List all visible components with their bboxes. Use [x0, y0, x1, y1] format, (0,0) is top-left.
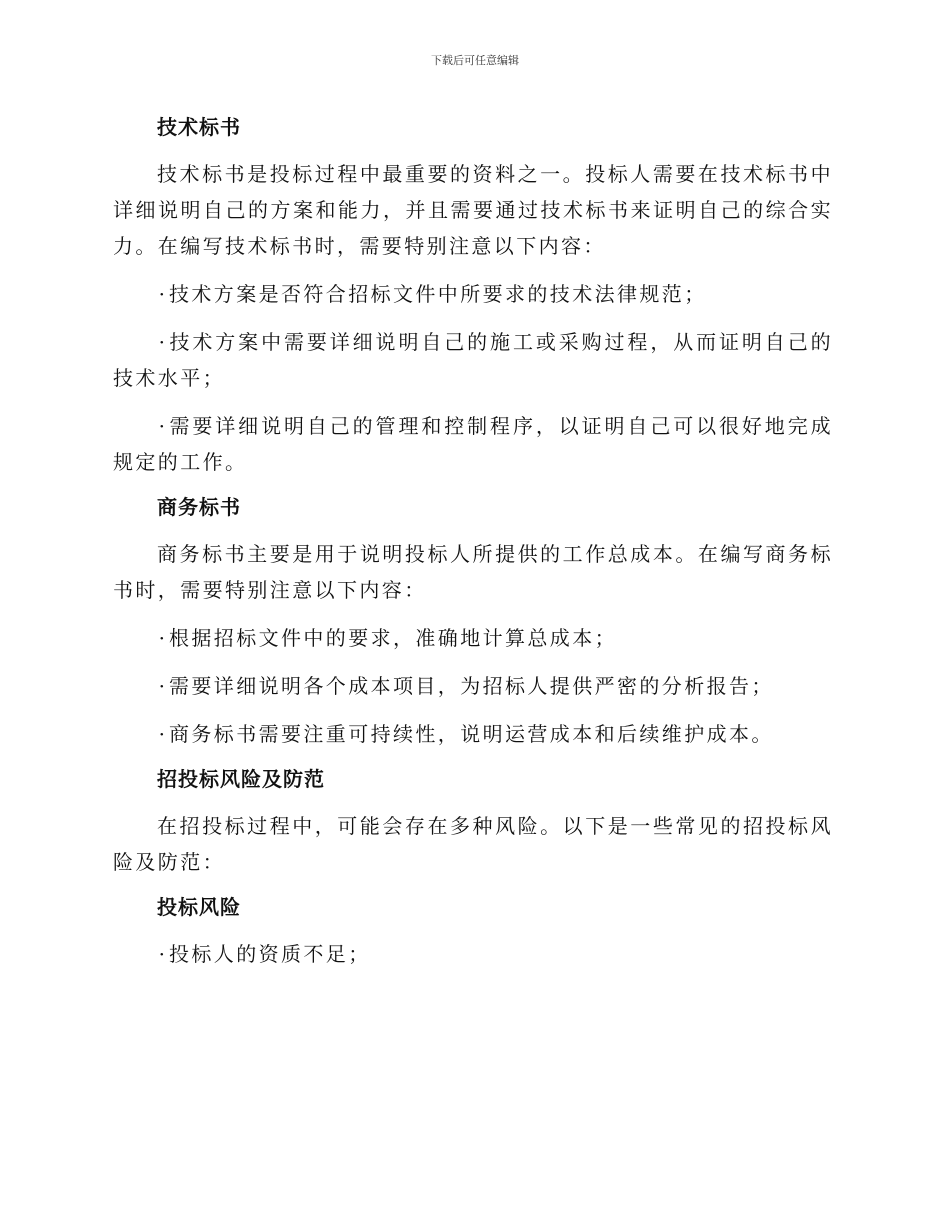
- bullet-dot: ·: [158, 942, 168, 966]
- business-bullet-2: [113, 668, 833, 704]
- bullet-dot: ·: [158, 674, 168, 698]
- business-intro-paragraph: 商务标书主要是用于说明投标人所提供的工作总成本。在编写商务标书时，需要特别注意以下内容：: [113, 542, 833, 602]
- bullet-dot: ·: [158, 330, 168, 354]
- bullet-text: 需要详细说明自己的管理和控制程序，以证明自己可以很好地完成规定的工作。: [113, 414, 833, 474]
- bullet-text: 需要详细说明各个成本项目，为招标人提供严密的分析报告；: [169, 674, 774, 698]
- section-heading-tech: 技术标书: [157, 115, 241, 139]
- section-heading-bid-risk: 投标风险: [157, 895, 241, 919]
- bullet-dot: ·: [158, 626, 168, 650]
- bullet-text: 技术方案中需要详细说明自己的施工或采购过程，从而证明自己的技术水平；: [113, 330, 833, 390]
- bullet-text: 商务标书需要注重可持续性，说明运营成本和后续维护成本。: [169, 722, 774, 746]
- tech-bullet-2: [113, 324, 833, 396]
- risk-intro-paragraph: 在招投标过程中，可能会存在多种风险。以下是一些常见的招投标风险及防范：: [113, 814, 833, 874]
- tech-bullet-3: [113, 408, 833, 480]
- bid-risk-bullet-1: [113, 936, 833, 972]
- business-bullet-1: [113, 620, 833, 656]
- bullet-text: 根据招标文件中的要求，准确地计算总成本；: [169, 626, 617, 650]
- bullet-dot: ·: [158, 282, 168, 306]
- section-heading-risk: 招投标风险及防范: [157, 767, 325, 791]
- tech-intro-paragraph: 技术标书是投标过程中最重要的资料之一。投标人需要在技术标书中详细说明自己的方案和能力，并且需要通过技术标书来证明自己的综合实力。在编写技术标书时，需要特别注意以下内容：: [113, 162, 833, 258]
- document-body: [113, 112, 833, 984]
- bullet-text: 投标人的资质不足；: [169, 942, 371, 966]
- bullet-dot: ·: [158, 414, 168, 438]
- section-heading-business: 商务标书: [157, 495, 241, 519]
- tech-bullet-1: [113, 276, 833, 312]
- bullet-text: 技术方案是否符合招标文件中所要求的技术法律规范；: [169, 282, 707, 306]
- page-header: 下载后可任意编辑: [431, 54, 519, 67]
- business-bullet-3: [113, 716, 833, 752]
- bullet-dot: ·: [158, 722, 168, 746]
